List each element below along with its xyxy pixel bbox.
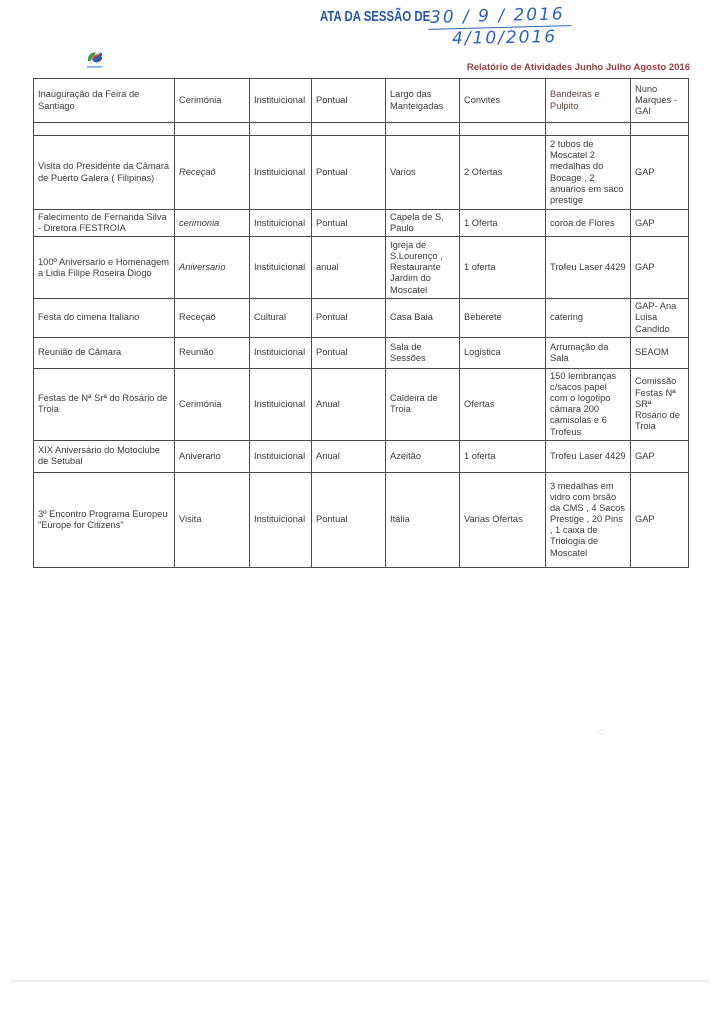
cell-type: Cerimónia xyxy=(175,368,250,440)
scan-artifact-line xyxy=(10,980,710,982)
cell-type: cerimonia xyxy=(175,210,250,237)
cell-responsible: GAP- Ana Luisa Candido xyxy=(631,299,689,337)
cell-offerings: 150 lembranças c/sacos papel com o logotipo câmara 200 camisolas e 6 Trofeus xyxy=(546,368,631,440)
table-row xyxy=(34,337,689,368)
cell-event: Reunião de Câmara xyxy=(34,337,175,368)
cell-invites: 2 Ofertas xyxy=(460,136,546,210)
activities-table xyxy=(33,78,689,568)
cell-location: Largo das Manteigadas xyxy=(386,79,460,123)
cell-event: XIX Aniversário do Motoclube de Setubal xyxy=(34,440,175,472)
cell-offerings: 3 medalhas em vidro com brsão da CMS , 4 Sacos Prestige , 20 Pins , 1 caixa de Triologia de Moscatel xyxy=(546,472,631,567)
cell-offerings: Trofeu Laser 4429 xyxy=(546,440,631,472)
table-row xyxy=(34,472,689,567)
cell-event: Inauguração da Feira de Santiago xyxy=(34,79,175,123)
table-row xyxy=(34,136,689,210)
cell-type: Receçaõ xyxy=(175,299,250,337)
cell-category: Cultural xyxy=(250,299,312,337)
cell-offerings: 2 tubos de Moscatel 2 medalhas do Bocage , 2 anuarios em saco prestige xyxy=(546,136,631,210)
cell-location: Azeitão xyxy=(386,440,460,472)
cell-frequency: Anual xyxy=(312,440,386,472)
handwritten-date-1: 30 / 9 / 2016 xyxy=(428,4,571,30)
cell-type: Reunião xyxy=(175,337,250,368)
cell-responsible: GAP xyxy=(631,210,689,237)
cell-offerings: coroa de Flores xyxy=(546,210,631,237)
cell-invites: 1 oferta xyxy=(460,440,546,472)
cell-invites: Beberete xyxy=(460,299,546,337)
cell-frequency: Pontual xyxy=(312,299,386,337)
cell-frequency: Pontual xyxy=(312,337,386,368)
cell-responsible: GAP xyxy=(631,136,689,210)
cell-responsible: GAP xyxy=(631,237,689,299)
cell-type: Cerimónia xyxy=(175,79,250,123)
cell-frequency: Pontual xyxy=(312,210,386,237)
cell-responsible: Nuno Marques - GAI xyxy=(631,79,689,123)
cell-category: Instituicional xyxy=(250,210,312,237)
cell-invites: Convites xyxy=(460,79,546,123)
cell-category: Instituicional xyxy=(250,472,312,567)
municipal-logo-icon xyxy=(84,47,106,73)
cell-frequency: Pontual xyxy=(312,79,386,123)
cell-frequency: Pontual xyxy=(312,472,386,567)
cell-offerings xyxy=(546,123,631,136)
cell-responsible: Comissão Festas Nª SRª Rosário de Troia xyxy=(631,368,689,440)
cell-event: 100º Aniversario e Homenagem a Lidia Filipe Roseira Diogo xyxy=(34,237,175,299)
cell-event: Festas de Nª Srª do Rosário de Troia xyxy=(34,368,175,440)
cell-responsible: GAP xyxy=(631,472,689,567)
report-title: Relatório de Atividades Junho Julho Agosto 2016 xyxy=(466,62,690,73)
cell-category xyxy=(250,123,312,136)
cell-offerings: catering xyxy=(546,299,631,337)
cell-invites: Logistica xyxy=(460,337,546,368)
cell-location: Capela de S. Paulo xyxy=(386,210,460,237)
cell-location: Varios xyxy=(386,136,460,210)
cell-responsible: GAP xyxy=(631,440,689,472)
cell-event: Visita do Presidente da Câmara de Puerto Galera ( Filipinas) xyxy=(34,136,175,210)
cell-category: Instituicional xyxy=(250,440,312,472)
cell-type: Visita xyxy=(175,472,250,567)
scan-artifact-smudge xyxy=(596,729,606,735)
handwritten-date-2: 4/10/2016 xyxy=(451,27,558,49)
table-row xyxy=(34,210,689,237)
cell-invites: Varias Ofertas xyxy=(460,472,546,567)
table-row xyxy=(34,368,689,440)
cell-invites: Ofertas xyxy=(460,368,546,440)
cell-location: Sala de Sessões xyxy=(386,337,460,368)
table-row xyxy=(34,79,689,123)
cell-category: Instituicional xyxy=(250,79,312,123)
cell-type: Aniverario xyxy=(175,440,250,472)
cell-category: Instituicional xyxy=(250,237,312,299)
cell-invites xyxy=(460,123,546,136)
cell-location: Itália xyxy=(386,472,460,567)
table-row-spacer xyxy=(34,123,689,136)
session-stamp-label: ATA DA SESSÃO DE xyxy=(320,8,431,25)
cell-frequency: Anual xyxy=(312,368,386,440)
cell-invites: 1 Oferta xyxy=(460,210,546,237)
cell-type: Receçaõ xyxy=(175,136,250,210)
municipal-logo xyxy=(84,47,106,73)
cell-location: Caldeira de Troia xyxy=(386,368,460,440)
cell-event: Festa do cimena Italiano xyxy=(34,299,175,337)
cell-offerings: Bandeiras e Pulpito xyxy=(546,79,631,123)
cell-category: Instituicional xyxy=(250,337,312,368)
cell-type: Aniversario xyxy=(175,237,250,299)
cell-responsible: SEAOM xyxy=(631,337,689,368)
cell-offerings: Arrumação da Sala xyxy=(546,337,631,368)
cell-responsible xyxy=(631,123,689,136)
cell-frequency: anual xyxy=(312,237,386,299)
cell-category: Instituicional xyxy=(250,368,312,440)
cell-location: Igreja de S.Lourenço , Restaurante Jardim do Moscatel xyxy=(386,237,460,299)
cell-event xyxy=(34,123,175,136)
cell-location: Casa Baia xyxy=(386,299,460,337)
cell-frequency xyxy=(312,123,386,136)
cell-type xyxy=(175,123,250,136)
cell-location xyxy=(386,123,460,136)
cell-category: Instituicional xyxy=(250,136,312,210)
cell-invites: 1 oferta xyxy=(460,237,546,299)
table-row xyxy=(34,440,689,472)
table-row xyxy=(34,237,689,299)
cell-offerings: Trofeu Laser 4429 xyxy=(546,237,631,299)
cell-event: Falecimento de Fernanda Silva - Diretora FESTROIA xyxy=(34,210,175,237)
cell-event: 3º Encontro Programa Europeu "Europe for Citizens" xyxy=(34,472,175,567)
cell-frequency: Pontual xyxy=(312,136,386,210)
table-row xyxy=(34,299,689,337)
